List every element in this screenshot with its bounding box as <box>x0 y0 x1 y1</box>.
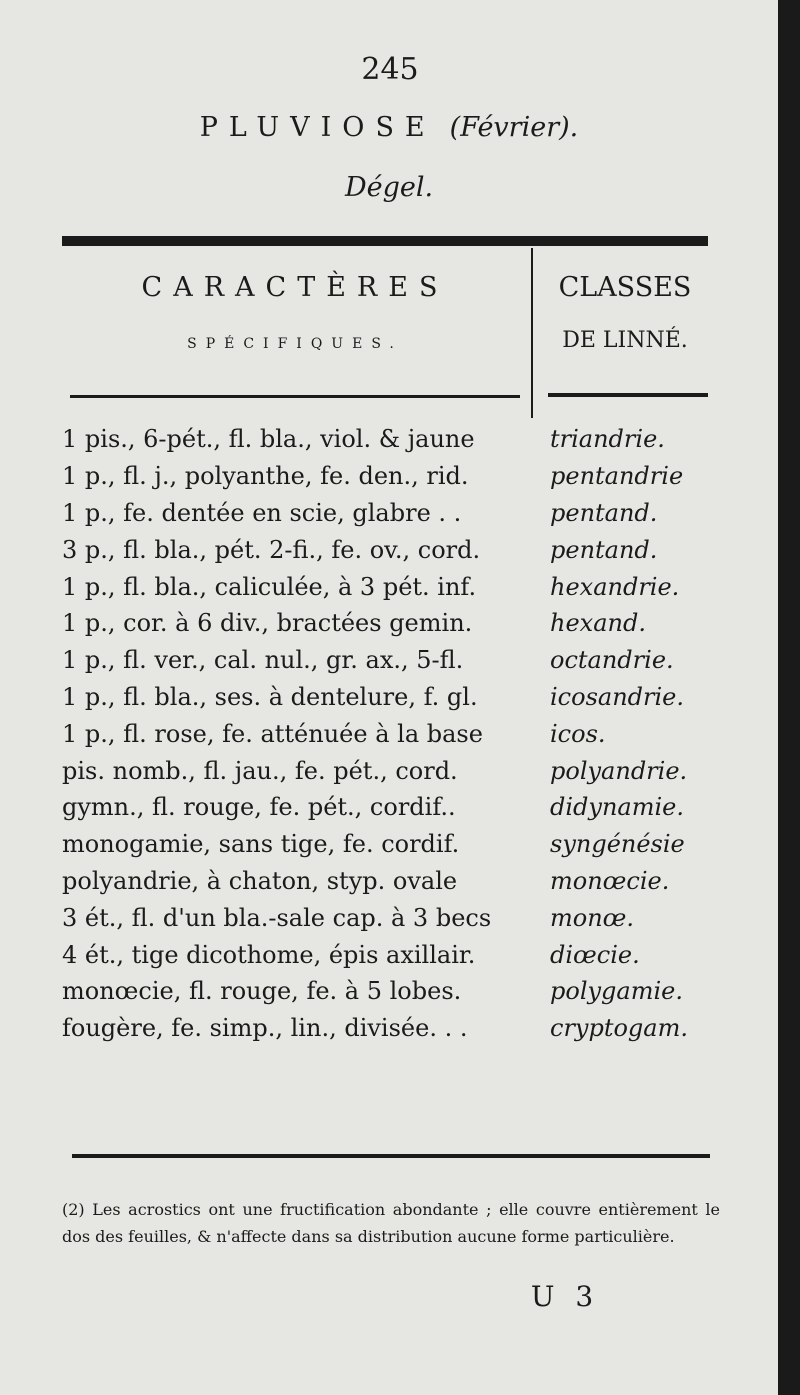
row-characters: gymn., fl. rouge, fe. pét., cordif.. <box>62 793 456 822</box>
row-class: pentandrie <box>550 462 684 491</box>
signature-mark: U 3 <box>530 1280 600 1313</box>
row-class: icosandrie. <box>550 682 684 711</box>
row-characters: 1 p., fe. dentée en scie, glabre . . <box>62 498 462 527</box>
table-row <box>62 421 722 458</box>
row-class: hexand. <box>550 609 646 638</box>
table-row <box>62 495 722 532</box>
row-characters: 1 p., fl. bla., ses. à dentelure, f. gl. <box>62 682 478 711</box>
row-characters: monogamie, sans tige, fe. cordif. <box>62 830 460 859</box>
column-divider <box>531 248 533 418</box>
footnote: (2) Les acrostics ont une fructification abondante ; elle couvre entièrement le dos des feuilles, & n'affecte dans sa distribution aucune forme particulière. <box>62 1200 720 1246</box>
row-class: pentand. <box>550 498 658 527</box>
bottom-rule <box>72 1154 710 1158</box>
table-row <box>62 715 722 752</box>
row-class: polyandrie. <box>550 756 688 785</box>
column-header-classes: CLASSES <box>558 272 692 303</box>
table-row <box>62 973 722 1010</box>
row-class: polygamie. <box>550 977 683 1006</box>
table-row <box>62 531 722 568</box>
table-row <box>62 568 722 605</box>
table-row <box>62 936 722 973</box>
column-header-characters: CARACTÈRES <box>141 272 449 303</box>
table-row <box>62 752 722 789</box>
row-characters: monœcie, fl. rouge, fe. à 5 lobes. <box>62 977 462 1006</box>
page-subtitle: Dégel. <box>344 172 434 203</box>
month-heading <box>0 112 778 143</box>
page-number: 245 <box>361 52 419 87</box>
table-row <box>62 899 722 936</box>
table-row <box>62 789 722 826</box>
table-row <box>62 863 722 900</box>
row-characters: 1 p., fl. ver., cal. nul., gr. ax., 5-fl. <box>62 646 464 675</box>
row-characters: pis. nomb., fl. jau., fe. pét., cord. <box>62 756 458 785</box>
row-class: triandrie. <box>550 425 665 454</box>
row-characters: 1 pis., 6-pét., fl. bla., viol. & jaune <box>62 425 475 454</box>
row-class: octandrie. <box>550 646 674 675</box>
row-class: icos. <box>550 719 606 748</box>
row-characters: polyandrie, à chaton, styp. ovale <box>62 866 458 895</box>
row-characters: 3 p., fl. bla., pét. 2-fi., fe. ov., cord. <box>62 535 481 564</box>
row-characters: 1 p., fl. j., polyanthe, fe. den., rid. <box>62 462 469 491</box>
row-class: cryptogam. <box>550 1014 688 1043</box>
table-row <box>62 605 722 642</box>
table-row <box>62 642 722 679</box>
table-row <box>62 1010 722 1047</box>
month-name: PLUVIOSE <box>199 112 436 143</box>
row-class: monœcie. <box>550 866 670 895</box>
row-characters: 1 p., fl. bla., caliculée, à 3 pét. inf. <box>62 572 477 601</box>
row-characters: 1 p., cor. à 6 div., bractées gemin. <box>62 609 473 638</box>
header-rule-right <box>548 393 708 397</box>
row-class: pentand. <box>550 535 658 564</box>
top-rule <box>62 236 708 246</box>
row-characters: 4 ét., tige dicothome, épis axillair. <box>62 940 476 969</box>
row-characters: fougère, fe. simp., lin., divisée. . . <box>62 1014 468 1043</box>
row-class: didynamie. <box>550 793 684 822</box>
species-table <box>62 421 722 1047</box>
table-row <box>62 679 722 716</box>
header-rule-left <box>70 395 520 398</box>
column-subheader-classes: DE LINNÉ. <box>562 328 688 353</box>
row-class: hexandrie. <box>550 572 680 601</box>
row-characters: 3 ét., fl. d'un bla.-sale cap. à 3 becs <box>62 903 492 932</box>
column-subheader-characters: SPÉCIFIQUES. <box>187 336 403 352</box>
row-class: syngénésie <box>550 830 685 859</box>
table-row <box>62 826 722 863</box>
row-characters: 1 p., fl. rose, fe. atténuée à la base <box>62 719 483 748</box>
month-translation: (Février). <box>449 112 579 143</box>
row-class: diœcie. <box>550 940 640 969</box>
row-class: monœ. <box>550 903 635 932</box>
table-row <box>62 458 722 495</box>
